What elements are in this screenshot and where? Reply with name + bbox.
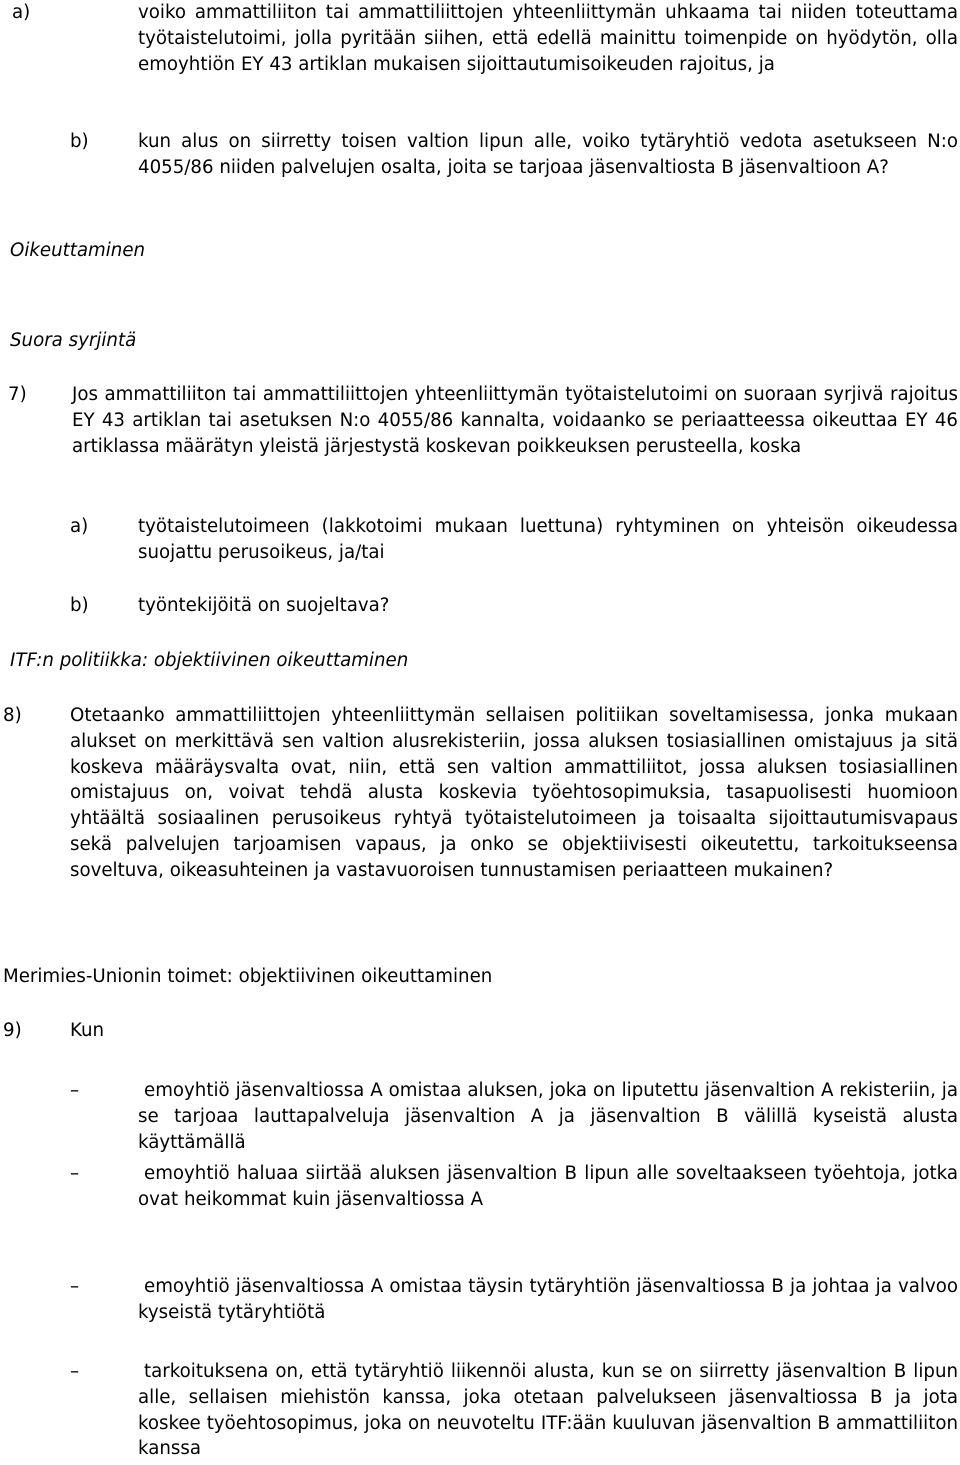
dash-item-content: tarkoituksena on, että tytäryhtiö liikennöi alusta, kun se on siirretty jäsenvaltion B lipun alle, sellaisen miehistön kanssa, joka otetaan palvelukseen jäsenvaltiossa B ja jota koskee työehtosopimus, joka on neuvoteltu ITF:ään kuuluvan jäsenvaltion B ammattiliiton kanssa xyxy=(138,1361,958,1460)
dash-item-text xyxy=(138,1078,958,1155)
question-text: Otetaanko ammattiliittojen yhteenliittymän sellaisen politiikan soveltamisessa, jonka mukaan alukset on merkittävä sen valtion alusrekisteriin, jossa aluksen tosiasiallinen omistajuus ja sitä koskeva määräysvalta ovat, niin, että sen valtion ammattiliitot, jossa aluksen tosiasiallinen omistajuus on, voivat tehdä alusta koskevia työehtosopimuksia, tasapuolisesti huomioon yhtäältä sosiaalinen perusoikeus ryhtyä työtaistelutoimeen ja toisaalta sijoittautumisvapaus sekä palvelujen tarjoamisen vapaus, ja onko se objektiivisesti oikeutettu, tarkoitukseensa soveltuva, oikeasuhteinen ja vastavuoroisen tunnustamisen periaatteen mukainen? xyxy=(70,705,958,881)
list-marker: b) xyxy=(70,131,89,152)
list-marker: a) xyxy=(12,2,31,23)
question-number: 8) xyxy=(3,705,22,726)
list-item-text: voiko ammattiliiton tai ammattiliittojen yhteenliittymän uhkaama tai niiden toteuttama työtaistelutoimi, jolla pyritään siihen, että edellä mainittu toimenpide on hyödytön, olla emoyhtiön EY 43 artiklan mukaisen sijoittautumisoikeuden rajoitus, ja xyxy=(138,2,958,75)
question-7-item-b xyxy=(70,593,958,619)
dash-item-text xyxy=(138,1359,958,1462)
list-item-b xyxy=(70,129,958,181)
section-heading-suora-syrjinta: Suora syrjintä xyxy=(10,330,137,351)
section-heading-oikeuttaminen: Oikeuttaminen xyxy=(10,240,146,261)
list-item-text: työtaistelutoimeen (lakkotoimi mukaan luettuna) ryhtyminen on yhteisön oikeudessa suojattu perusoikeus, ja/tai xyxy=(138,516,958,563)
dash-item xyxy=(70,1161,958,1213)
dash-item-content: emoyhtiö haluaa siirtää aluksen jäsenvaltion B lipun alle soveltaakseen työehtoja, jotka ovat heikommat kuin jäsenvaltiossa A xyxy=(138,1163,958,1210)
section-heading-merimies: Merimies-Unionin toimet: objektiivinen oikeuttaminen xyxy=(3,966,493,987)
question-9 xyxy=(3,1018,958,1044)
list-item-text: kun alus on siirretty toisen valtion lipun alle, voiko tytäryhtiö vedota asetukseen N:o 4055/86 niiden palvelujen osalta, joita se tarjoaa jäsenvaltiosta B jäsenvaltioon A? xyxy=(138,131,958,178)
list-marker: a) xyxy=(70,516,89,537)
question-text: Kun xyxy=(70,1020,105,1041)
dash-item-text xyxy=(138,1161,958,1213)
question-text: Jos ammattiliiton tai ammattiliittojen yhteenliittymän työtaistelutoimi on suoraan syrjivä rajoitus EY 43 artiklan tai asetuksen N:o 4055/86 kannalta, voidaanko se periaatteessa oikeuttaa EY 46 artiklassa määrätyn yleistä järjestystä koskevan poikkeuksen perusteella, koska xyxy=(72,384,958,457)
question-7 xyxy=(8,382,958,459)
dash-item-content: emoyhtiö jäsenvaltiossa A omistaa aluksen, joka on liputettu jäsenvaltion A rekisteriin, ja se tarjoaa lauttapalveluja jäsenvaltion A ja jäsenvaltion B välillä kyseistä alusta käyttämällä xyxy=(138,1080,958,1153)
question-8 xyxy=(3,703,958,884)
dash-marker: – xyxy=(70,1276,80,1297)
question-number: 7) xyxy=(8,384,27,405)
list-item-text: työntekijöitä on suojeltava? xyxy=(138,595,390,616)
dash-item-text xyxy=(138,1274,958,1326)
dash-marker: – xyxy=(70,1080,80,1101)
dash-item xyxy=(70,1078,958,1155)
dash-marker: – xyxy=(70,1361,80,1382)
section-heading-itf: ITF:n politiikka: objektiivinen oikeuttaminen xyxy=(10,650,409,671)
question-number: 9) xyxy=(3,1020,22,1041)
list-item-a xyxy=(12,0,958,77)
dash-item xyxy=(70,1274,958,1326)
dash-item-content: emoyhtiö jäsenvaltiossa A omistaa täysin tytäryhtiön jäsenvaltiossa B ja johtaa ja valvoo kyseistä tytäryhtiötä xyxy=(138,1276,958,1323)
list-marker: b) xyxy=(70,595,89,616)
dash-item xyxy=(70,1359,958,1462)
dash-marker: – xyxy=(70,1163,80,1184)
question-7-item-a xyxy=(70,514,958,566)
